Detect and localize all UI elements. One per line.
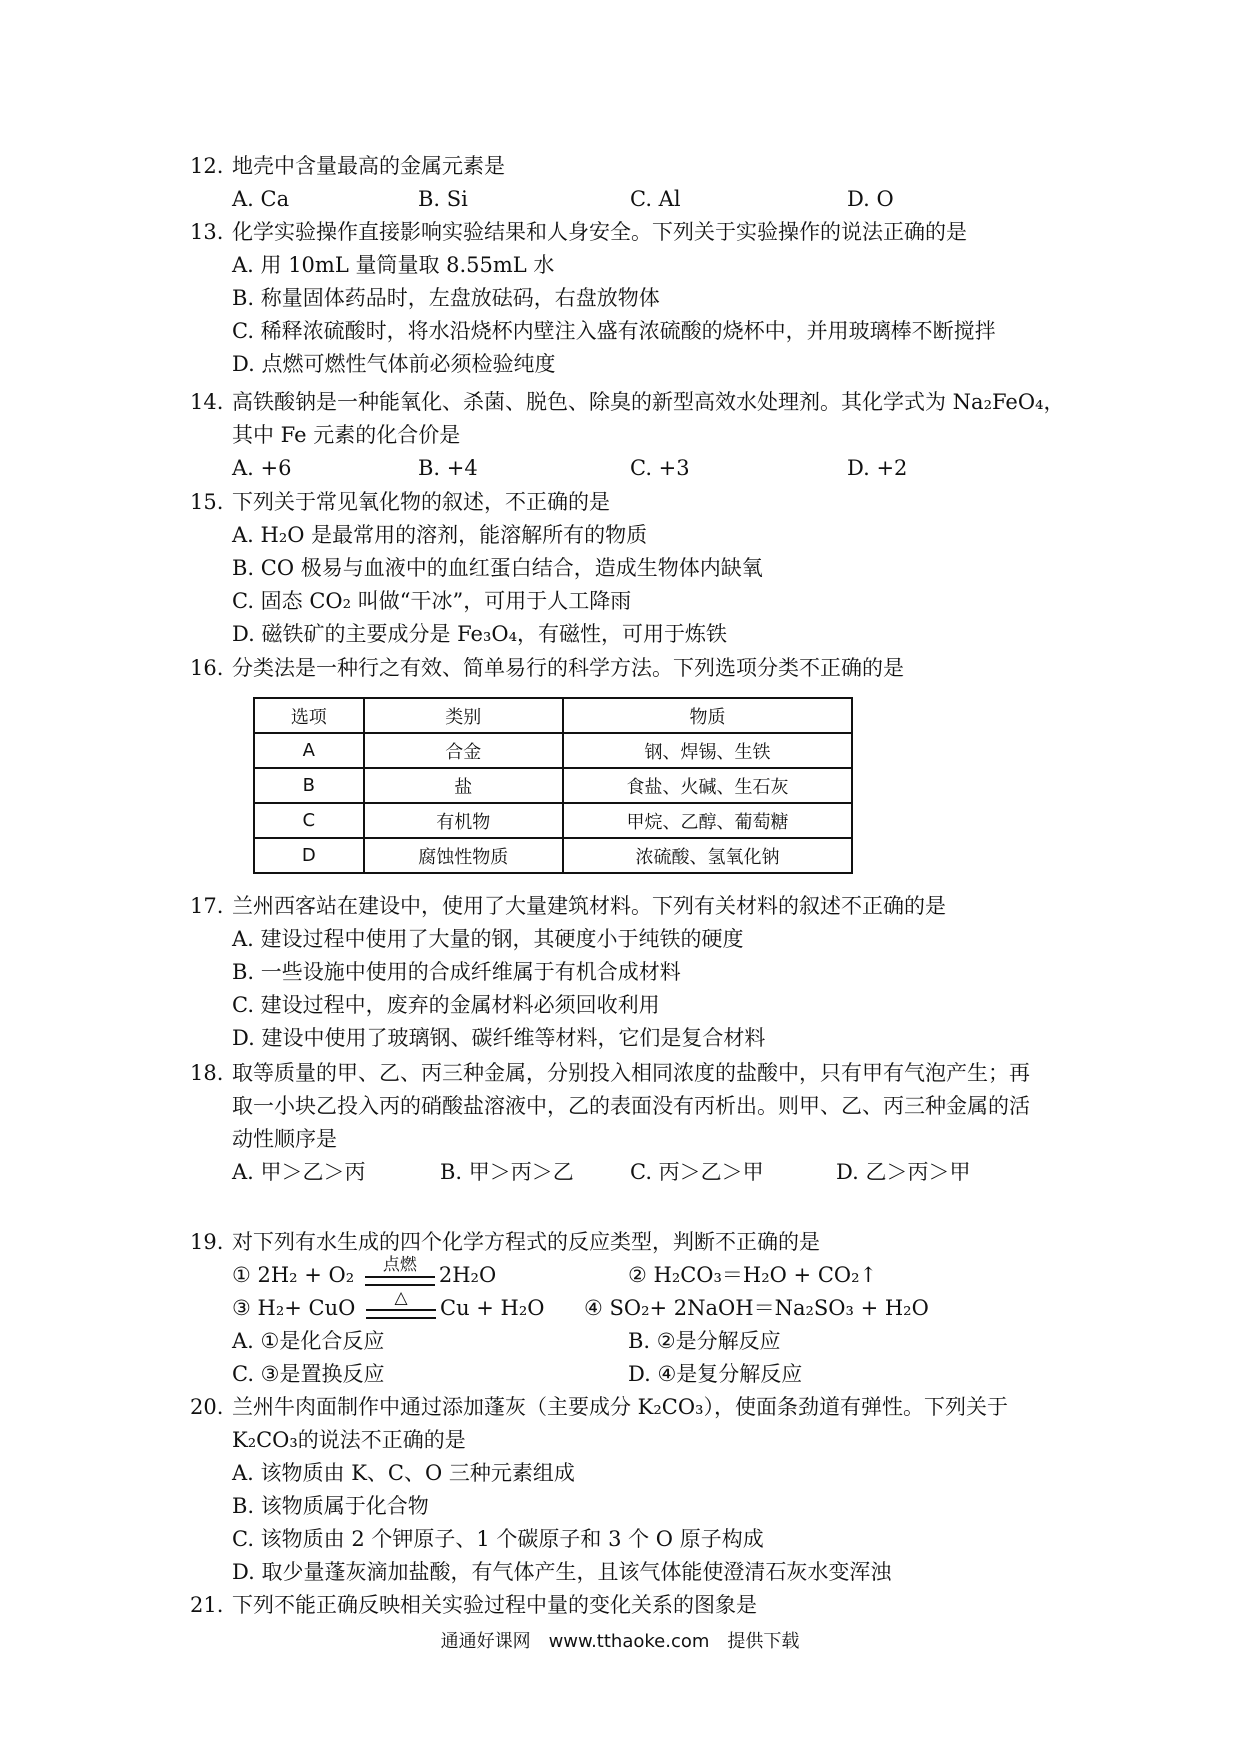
option-b: B. Si [418, 187, 468, 211]
question-16 [190, 652, 904, 685]
question-stem: 兰州牛肉面制作中通过添加蓬灰（主要成分 K₂CO₃），使面条劲道有弹性。下列关于 [232, 1395, 1008, 1419]
question-20 [190, 1391, 1008, 1424]
table-header-row [254, 698, 852, 733]
table-cell: 钢、焊锡、生铁 [563, 733, 852, 768]
question-stem-continued: 取一小块乙投入丙的硝酸盐溶液中，乙的表面没有丙析出。则甲、乙、丙三种金属的活 [232, 1094, 1030, 1118]
option-b: B. 一些设施中使用的合成纤维属于有机合成材料 [232, 960, 681, 984]
question-12 [190, 150, 505, 183]
option-c: C. 丙＞乙＞甲 [630, 1160, 764, 1184]
question-number: 16. [190, 656, 224, 680]
equation-reactants: ③ H₂+ CuO [232, 1296, 356, 1320]
option-a: A. +6 [232, 456, 292, 480]
option-d: D. 取少量蓬灰滴加盐酸，有气体产生，且该气体能使澄清石灰水变浑浊 [232, 1560, 892, 1584]
table-cell: 甲烷、乙醇、葡萄糖 [563, 803, 852, 838]
question-19 [190, 1226, 820, 1259]
table-cell: A [254, 733, 364, 768]
option-b: B. CO 极易与血液中的血红蛋白结合，造成生物体内缺氧 [232, 556, 763, 580]
equation-products: 2H₂O [438, 1263, 497, 1287]
table-row [254, 768, 852, 803]
table-header-cell: 物质 [563, 698, 852, 733]
question-stem-continued: 其中 Fe 元素的化合价是 [232, 423, 461, 447]
reaction-condition-arrow [362, 1288, 440, 1325]
option-d: D. O [847, 187, 894, 211]
equation-4: ④ SO₂+ 2NaOH＝Na₂SO₃ + H₂O [584, 1296, 929, 1320]
question-stem-continued: 动性顺序是 [232, 1127, 337, 1151]
reaction-condition: △ [394, 1288, 408, 1308]
option-c: C. 稀释浓硫酸时，将水沿烧杯内壁注入盛有浓硫酸的烧杯中，并用玻璃棒不断搅拌 [232, 319, 996, 343]
question-number: 14. [190, 390, 224, 414]
option-b: B. 甲＞丙＞乙 [440, 1160, 574, 1184]
option-d: D. 磁铁矿的主要成分是 Fe₃O₄，有磁性，可用于炼铁 [232, 622, 728, 646]
table-row [254, 803, 852, 838]
table-cell: 盐 [364, 768, 563, 803]
question-number: 18. [190, 1061, 224, 1085]
option-b: B. ②是分解反应 [628, 1329, 781, 1353]
question-14 [190, 386, 1064, 419]
equals-sign [366, 1309, 436, 1319]
question-number: 19. [190, 1230, 224, 1254]
option-a: A. 甲＞乙＞丙 [232, 1160, 366, 1184]
question-stem: 分类法是一种行之有效、简单易行的科学方法。下列选项分类不正确的是 [232, 656, 904, 680]
option-a: A. Ca [232, 187, 290, 211]
question-stem: 地壳中含量最高的金属元素是 [232, 154, 505, 178]
option-a: A. H₂O 是最常用的溶剂，能溶解所有的物质 [232, 523, 648, 547]
table-row [254, 838, 852, 873]
option-a: A. 建设过程中使用了大量的钢，其硬度小于纯铁的硬度 [232, 927, 744, 951]
table-header-cell: 类别 [364, 698, 563, 733]
table-cell: 腐蚀性物质 [364, 838, 563, 873]
question-21 [190, 1589, 757, 1622]
option-a: A. ①是化合反应 [232, 1329, 385, 1353]
option-a: A. 用 10mL 量筒量取 8.55mL 水 [232, 253, 555, 277]
question-stem: 高铁酸钠是一种能氧化、杀菌、脱色、除臭的新型高效水处理剂。其化学式为 Na₂FeO₄， [232, 390, 1065, 414]
question-number: 17. [190, 894, 224, 918]
option-d: D. 建设中使用了玻璃钢、碳纤维等材料，它们是复合材料 [232, 1026, 766, 1050]
option-c: C. ③是置换反应 [232, 1362, 385, 1386]
question-stem: 取等质量的甲、乙、丙三种金属，分别投入相同浓度的盐酸中，只有甲有气泡产生；再 [232, 1061, 1030, 1085]
question-number: 13. [190, 220, 224, 244]
question-number: 20. [190, 1395, 224, 1419]
option-c: C. 建设过程中，废弃的金属材料必须回收利用 [232, 993, 660, 1017]
option-c: C. 该物质由 2 个钾原子、1 个碳原子和 3 个 O 原子构成 [232, 1527, 764, 1551]
table-cell: D [254, 838, 364, 873]
question-stem: 化学实验操作直接影响实验结果和人身安全。下列关于实验操作的说法正确的是 [232, 220, 967, 244]
option-d: D. ④是复分解反应 [628, 1362, 803, 1386]
table-cell: C [254, 803, 364, 838]
question-17 [190, 890, 946, 923]
table-cell: 合金 [364, 733, 563, 768]
question-15 [190, 486, 610, 519]
question-stem: 下列不能正确反映相关实验过程中量的变化关系的图象是 [232, 1593, 757, 1617]
option-c: C. 固态 CO₂ 叫做“干冰”，可用于人工降雨 [232, 589, 632, 613]
question-number: 15. [190, 490, 224, 514]
table-cell: B [254, 768, 364, 803]
option-d: D. +2 [847, 456, 908, 480]
equation-reactants: ① 2H₂ + O₂ [232, 1263, 355, 1287]
question-stem: 下列关于常见氧化物的叙述，不正确的是 [232, 490, 610, 514]
equation-2: ② H₂CO₃＝H₂O + CO₂↑ [628, 1263, 878, 1287]
question-number: 21. [190, 1593, 224, 1617]
equation-products: Cu + H₂O [440, 1296, 545, 1320]
table-cell: 食盐、火碱、生石灰 [563, 768, 852, 803]
reaction-condition: 点燃 [382, 1255, 417, 1275]
table-row [254, 733, 852, 768]
equation-3 [232, 1288, 545, 1325]
classification-table [253, 697, 853, 874]
table-header-cell: 选项 [254, 698, 364, 733]
option-c: C. Al [630, 187, 681, 211]
option-d: D. 点燃可燃性气体前必须检验纯度 [232, 352, 556, 376]
option-d: D. 乙＞丙＞甲 [836, 1160, 971, 1184]
option-b: B. +4 [418, 456, 478, 480]
page-footer: 通通好课网 www.tthaoke.com 提供下载 [440, 1631, 800, 1652]
question-number: 12. [190, 154, 224, 178]
table-cell: 浓硫酸、氢氧化钠 [563, 838, 852, 873]
option-c: C. +3 [630, 456, 690, 480]
question-18 [190, 1057, 1030, 1090]
option-b: B. 该物质属于化合物 [232, 1494, 429, 1518]
question-13 [190, 216, 967, 249]
option-b: B. 称量固体药品时，左盘放砝码，右盘放物体 [232, 286, 660, 310]
question-stem: 兰州西客站在建设中，使用了大量建筑材料。下列有关材料的叙述不正确的是 [232, 894, 946, 918]
option-a: A. 该物质由 K、C、O 三种元素组成 [232, 1461, 575, 1485]
table-cell: 有机物 [364, 803, 563, 838]
question-stem: 对下列有水生成的四个化学方程式的反应类型，判断不正确的是 [232, 1230, 820, 1254]
question-stem-continued: K₂CO₃的说法不正确的是 [232, 1428, 466, 1452]
